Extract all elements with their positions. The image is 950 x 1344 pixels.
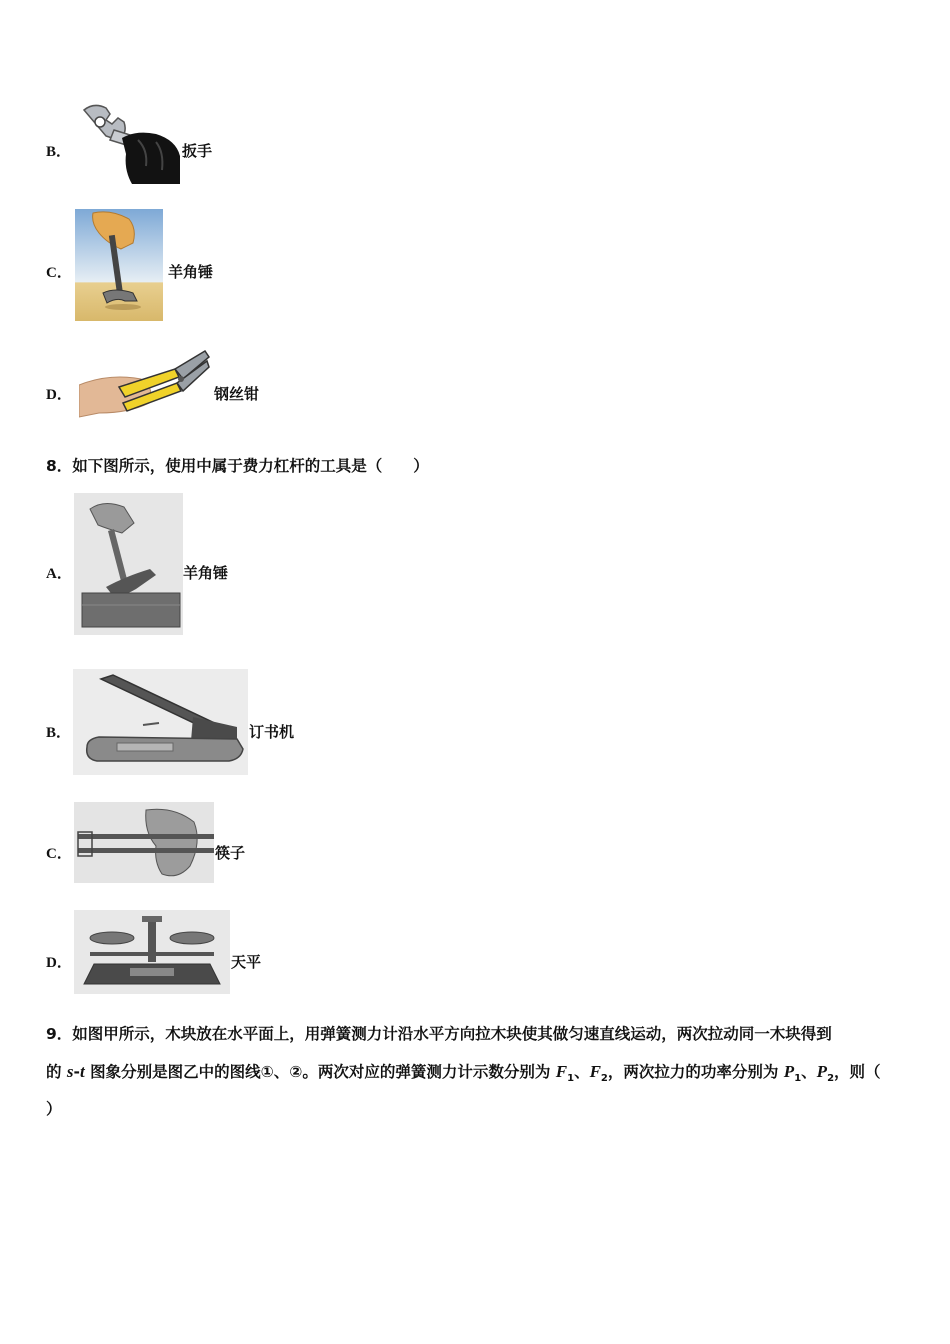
q8-option-c-caption: 筷子 <box>215 844 246 862</box>
q9-text: 图象分别是图乙中的图线①、②。两次对应的弹簧测力计示数分别为 <box>84 1063 556 1081</box>
q9-text: ，两次拉力的功率分别为 <box>607 1063 784 1081</box>
option-d-label: D． <box>46 387 72 403</box>
sub-2: 2 <box>600 1073 608 1085</box>
q9-text: ，则（ <box>834 1063 881 1081</box>
wrench-icon <box>76 100 182 184</box>
balance-scale-icon <box>74 910 230 994</box>
q8-option-a-caption: 羊角锤 <box>183 564 229 582</box>
q8-option-a-label: A． <box>46 566 72 582</box>
var-f2: F <box>589 1062 601 1081</box>
q8-option-d-label: D． <box>46 955 72 971</box>
sub-2: 2 <box>827 1073 835 1085</box>
sep: 、 <box>801 1063 817 1081</box>
stapler-icon <box>73 669 248 775</box>
question-9-line-2 <box>46 1060 881 1084</box>
var-s: s <box>66 1062 74 1081</box>
var-p2: P <box>816 1062 828 1081</box>
sub-1: 1 <box>567 1073 575 1085</box>
chopsticks-icon <box>74 802 214 883</box>
q8-option-b-caption: 订书机 <box>249 723 295 741</box>
sep: 、 <box>574 1063 590 1081</box>
q8-option-c-label: C． <box>46 846 72 862</box>
q8-option-d-caption: 天平 <box>231 953 262 971</box>
q9-text: 的 <box>46 1063 67 1081</box>
option-c-label: C． <box>46 265 72 281</box>
q8-option-b-label: B． <box>46 725 72 741</box>
question-9-line-1: 9．如图甲所示，木块放在水平面上，用弹簧测力计沿水平方向拉木块使其做匀速直线运动，两次拉动同一木块得到 <box>46 1025 832 1043</box>
option-c-caption: 羊角锤 <box>168 263 214 281</box>
question-9-line-3: ） <box>46 1100 62 1118</box>
dash: - <box>73 1063 80 1081</box>
claw-hammer-icon <box>75 209 163 321</box>
sub-1: 1 <box>794 1073 802 1085</box>
var-f1: F <box>555 1062 568 1081</box>
option-b-label: B． <box>46 144 72 160</box>
var-p1: P <box>783 1062 795 1081</box>
pliers-icon <box>79 347 211 427</box>
claw-hammer-icon <box>74 493 183 635</box>
option-b-caption: 扳手 <box>182 142 213 160</box>
var-t: t <box>79 1062 85 1081</box>
question-8-stem: 8．如下图所示，使用中属于费力杠杆的工具是（ ） <box>46 457 429 475</box>
option-d-caption: 钢丝钳 <box>214 385 260 403</box>
